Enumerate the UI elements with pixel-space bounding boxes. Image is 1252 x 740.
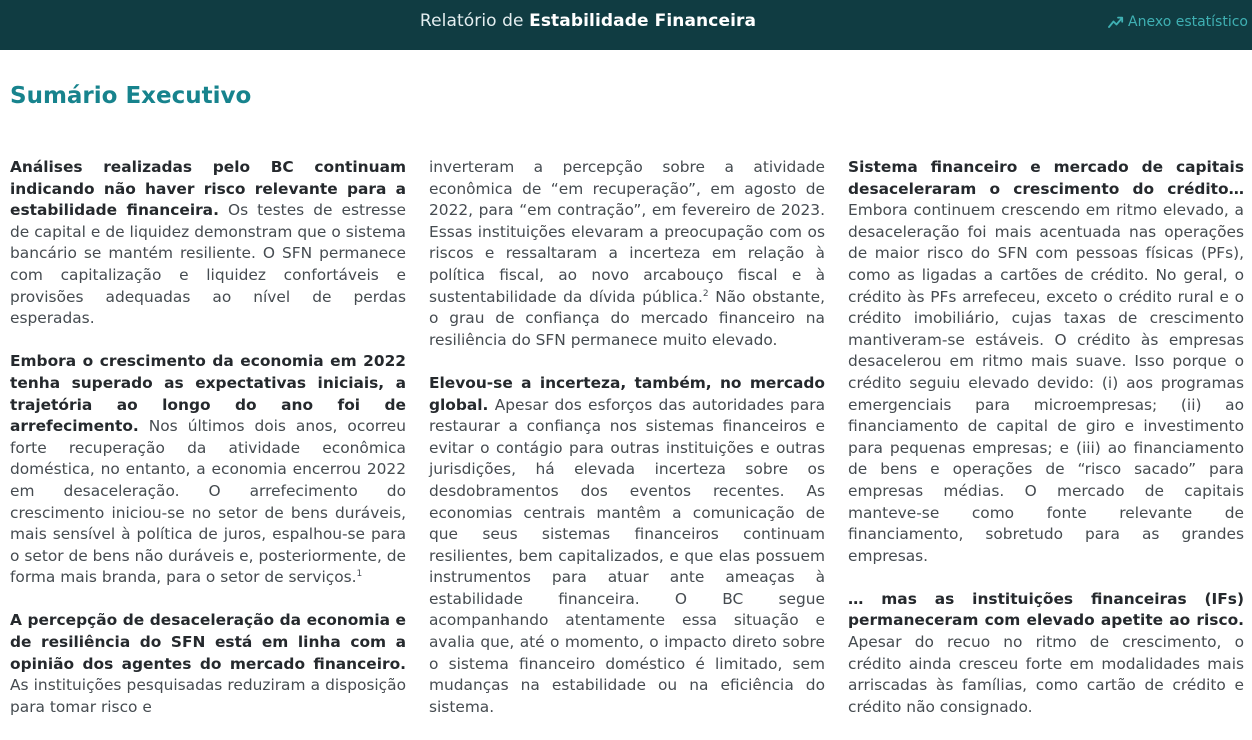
top-bar xyxy=(0,0,1252,50)
footnote-ref[interactable]: 1 xyxy=(356,569,363,580)
paragraph xyxy=(10,610,406,718)
paragraph xyxy=(848,589,1244,719)
paragraph-lead: Elevou-se a incerteza, também, no mercado global. xyxy=(429,373,825,414)
paragraph-lead: A percepção de desaceleração da economia e de resiliência do SFN está em linha com a opinião dos agentes do mercado financeiro. xyxy=(10,611,406,673)
paragraph-text: As instituições pesquisadas reduziram a disposição para tomar risco e xyxy=(10,676,406,716)
annex-label: Anexo estatístico xyxy=(1128,14,1248,30)
paragraph xyxy=(429,373,825,719)
section-title: Sumário Executivo xyxy=(10,83,252,109)
paragraph-lead: … mas as instituições financeiras (IFs) permaneceram com elevado apetite ao risco. xyxy=(848,589,1244,630)
report-title-bold: Estabilidade Financeira xyxy=(529,11,757,31)
report-title-prefix: Relatório de xyxy=(419,11,530,31)
paragraph xyxy=(848,157,1244,567)
text-column-3 xyxy=(848,157,1244,740)
paragraph xyxy=(10,157,406,330)
paragraph xyxy=(10,351,406,589)
paragraph-text: Os testes de estresse de capital e de liquidez demonstram que o sistema bancário se mantém resiliente. O SFN permanece com capitalização e liquidez confortáveis e provisões adequadas ao nível de perdas esperadas. xyxy=(10,201,406,328)
paragraph-text: Não obstante, o grau de confiança do mercado financeiro na resiliência do SFN permanece muito elevado. xyxy=(429,287,825,349)
paragraph-lead: Análises realizadas pelo BC continuam indicando não haver risco relevante para a estabilidade financeira. xyxy=(10,158,406,220)
report-title xyxy=(0,11,1176,31)
paragraph-lead: Sistema financeiro e mercado de capitais desaceleraram o crescimento do crédito… xyxy=(848,158,1244,198)
paragraph-text: Nos últimos dois anos, ocorreu forte recuperação da atividade econômica doméstica, no entanto, a economia encerrou 2022 em desaceleração. O arrefecimento do crescimento iniciou-se no setor de bens duráveis, mais sensível à política de juros, espalhou-se para o setor de bens não duráveis e, posteriormente, de forma mais branda, para o setor de serviços. xyxy=(10,417,406,587)
paragraph-lead: Embora o crescimento da economia em 2022 tenha superado as expectativas iniciais, a trajetória ao longo do ano foi de arrefecimento. xyxy=(10,352,406,436)
annex-link[interactable] xyxy=(1108,14,1248,30)
trend-chart-icon xyxy=(1108,15,1124,29)
footnote-ref[interactable]: 2 xyxy=(702,288,709,299)
text-column-1 xyxy=(10,157,406,740)
paragraph-text: inverteram a percepção sobre a atividade econômica de “em recuperação”, em agosto de 2022, para “em contração”, em fevereiro de 2023. Essas instituições elevaram a preocupação com os riscos e ressaltaram a incerteza em relação à política fiscal, ao novo arcabouço fiscal e à sustentabilidade da dívida pública. xyxy=(429,158,825,306)
text-column-2 xyxy=(429,157,825,740)
paragraph-text: Embora continuem crescendo em ritmo elevado, a desaceleração foi mais acentuada nas operações de maior risco do SFN com pessoas físicas (PFs), como as ligadas a cartões de crédito. No geral, o crédito às PFs arrefeceu, exceto o crédito rural e o crédito imobiliário, cujas taxas de crescimento mantiveram-se estáveis. O crédito às empresas desacelerou em ritmo mais suave. Isso porque o crédito seguiu elevado devido: (i) aos programas emergenciais para microempresas; (ii) ao financiamento de capital de giro e investimento para pequenas empresas; e (iii) ao financiamento de bens e operações de “risco sacado” para empresas médias. O mercado de capitais manteve-se como fonte relevante de financiamento, sobretudo para as grandes empresas. xyxy=(848,201,1244,565)
paragraph xyxy=(429,157,825,351)
paragraph-text: Apesar do recuo no ritmo de crescimento, o crédito ainda cresceu forte em modalidades mais arriscadas às famílias, como cartão de crédito e crédito não consignado. xyxy=(848,633,1244,716)
paragraph-text: Apesar dos esforços das autoridades para restaurar a confiança nos sistemas financeiros e evitar o contágio para outras instituições e outras jurisdições, há elevada incerteza sobre os desdobramentos dos eventos recentes. As economias centrais mantêm a comunicação de que seus sistemas financeiros continuam resilientes, bem capitalizados, e que elas possuem instrumentos para atuar ante ameaças à estabilidade financeira. O BC segue acompanhando atentamente essa situação e avalia que, até o momento, o impacto direto sobre o sistema financeiro doméstico é limitado, sem mudanças na estabilidade ou na eficiência do sistema. xyxy=(429,395,825,716)
